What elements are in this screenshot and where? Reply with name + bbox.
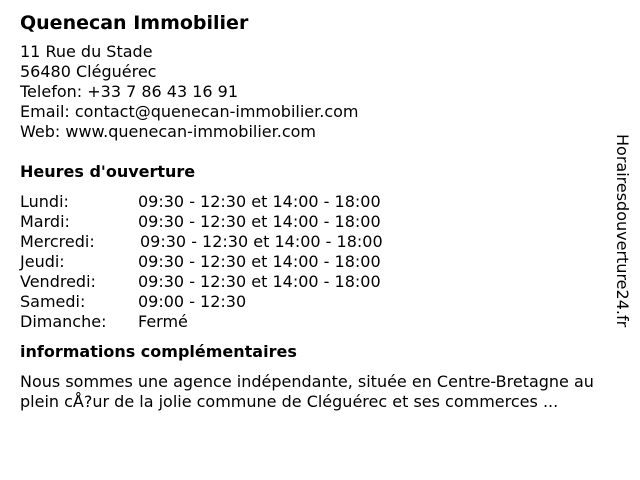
hours-time-monday: 09:30 - 12:30 et 14:00 - 18:00	[138, 192, 381, 211]
hours-day-thursday: Jeudi:	[20, 252, 65, 271]
hours-day-friday: Vendredi:	[20, 272, 96, 291]
watermark-text: Horairesdouverture24.fr	[613, 134, 632, 328]
phone-number[interactable]: Telefon: +33 7 86 43 16 91	[20, 82, 239, 101]
hours-time-wednesday: 09:30 - 12:30 et 14:00 - 18:00	[140, 232, 383, 251]
address-street: 11 Rue du Stade	[20, 42, 153, 61]
hours-time-sunday: Fermé	[138, 312, 188, 331]
additional-info-heading: informations complémentaires	[20, 342, 297, 361]
hours-day-wednesday: Mercredi:	[20, 232, 95, 251]
opening-hours-table	[20, 192, 620, 332]
email-address[interactable]: Email: contact@quenecan-immobilier.com	[20, 102, 359, 121]
hours-day-sunday: Dimanche:	[20, 312, 107, 331]
hours-time-saturday: 09:00 - 12:30	[138, 292, 247, 311]
additional-info-text: Nous sommes une agence indépendante, située en Centre-Bretagne au plein cÅ?ur de la jolie commune de Cléguérec et ses commerces ...	[20, 372, 594, 411]
hours-day-saturday: Samedi:	[20, 292, 86, 311]
business-name: Quenecan Immobilier	[20, 12, 249, 34]
hours-day-monday: Lundi:	[20, 192, 69, 211]
hours-day-tuesday: Mardi:	[20, 212, 70, 231]
website-url[interactable]: Web: www.quenecan-immobilier.com	[20, 122, 316, 141]
address-city: 56480 Cléguérec	[20, 62, 157, 81]
hours-time-friday: 09:30 - 12:30 et 14:00 - 18:00	[138, 272, 381, 291]
hours-time-tuesday: 09:30 - 12:30 et 14:00 - 18:00	[138, 212, 381, 231]
hours-time-thursday: 09:30 - 12:30 et 14:00 - 18:00	[138, 252, 381, 271]
opening-hours-heading: Heures d'ouverture	[20, 162, 196, 181]
business-card	[20, 10, 620, 412]
